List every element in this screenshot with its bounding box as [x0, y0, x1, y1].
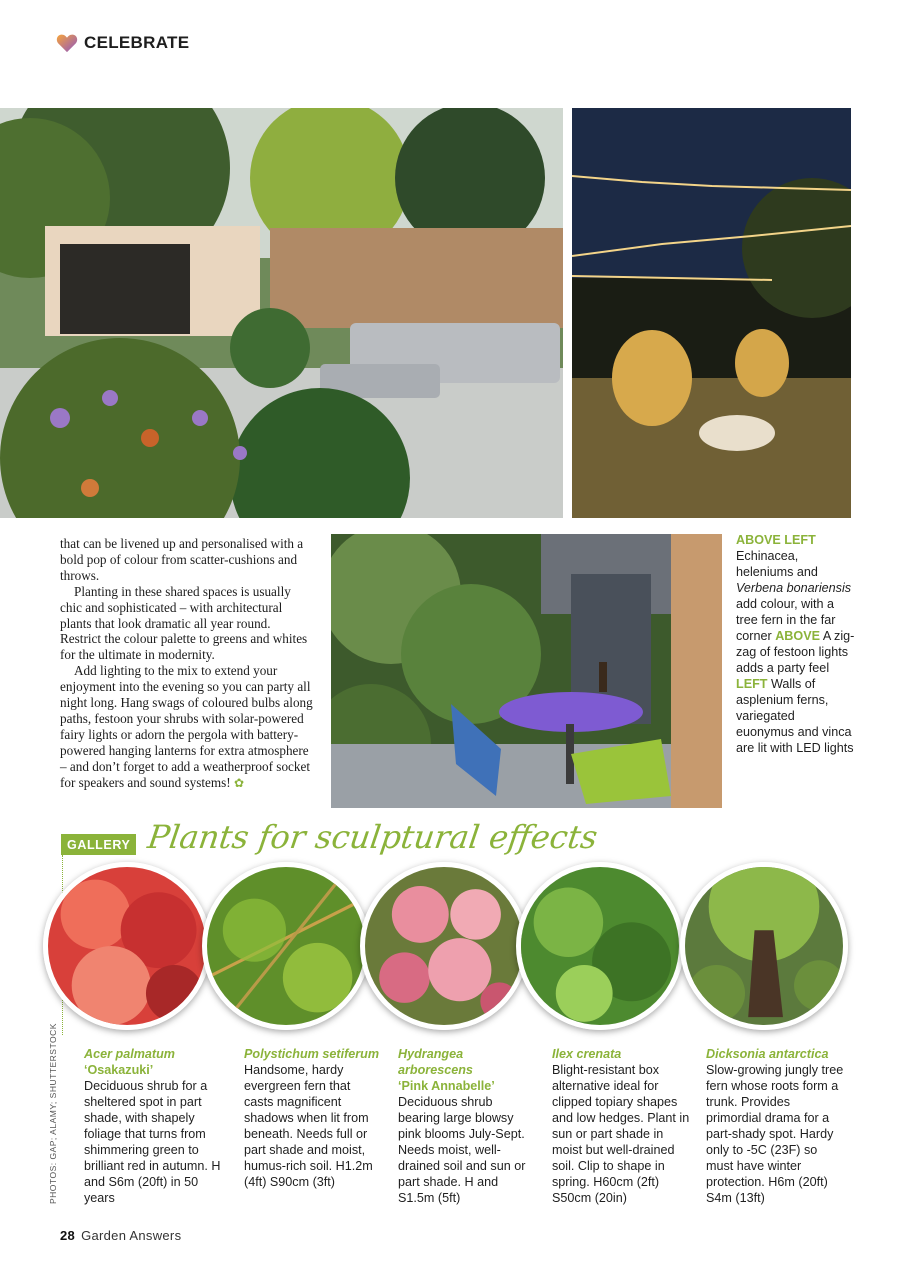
plant-name: Dicksonia antarctica — [706, 1047, 829, 1061]
plant-cultivar: ‘Pink Annabelle’ — [398, 1079, 495, 1093]
plant-name: Polystichum setiferum — [244, 1047, 380, 1061]
body-paragraph-1: that can be livened up and personalised with a bold pop of colour from scatter-cushions and throws. — [60, 536, 304, 583]
plant-description: Deciduous shrub bearing large blowsy pink blooms July-Sept. Needs moist, well-drained soil and sun or part shade. H and S1.5m (5ft) — [398, 1095, 526, 1205]
dicksonia-photo — [680, 862, 848, 1030]
garden-patio-photo — [0, 108, 563, 518]
heart-icon — [56, 33, 78, 53]
magazine-name: Garden Answers — [81, 1228, 182, 1243]
caption-text-1a: Echinacea, heleniums and — [736, 549, 818, 579]
plant-description: Handsome, hardy evergreen fern that casts magnificent shadows when lit from beneath. Needs full or part shade and moist, humus-rich soil. H1.2m (4ft) S90cm (3ft) — [244, 1063, 373, 1189]
section-label: CELEBRATE — [84, 33, 190, 52]
plant-description: Blight-resistant box alternative ideal for clipped topiary shapes and low hedges. Plant in sun or part shade in moist but well-drained soil. Clip to shape in spring. H60cm (2ft) S50cm (20in) — [552, 1063, 690, 1205]
hydrangea-photo — [360, 862, 528, 1030]
plant-name: Ilex crenata — [552, 1047, 622, 1061]
caption-text-2: A zig-zag of festoon lights adds a party feel — [736, 629, 855, 675]
section-tag — [56, 33, 189, 53]
body-paragraph-3-text: Add lighting to the mix to extend your enjoyment into the evening so you can party all night long. Hang swags of coloured bulbs along paths, festoon your shrubs with solar-powered fairy lights or adorn the pergola with battery-powered hanging lanterns for extra atmosphere – and don’t forget to add a weatherproof socket for speakers and sound systems! — [60, 663, 313, 790]
photo-captions — [736, 532, 856, 756]
polystichum-photo — [202, 862, 370, 1030]
caption-text-1c: add colour, with a tree fern in the far corner — [736, 597, 836, 643]
gallery-title: Plants for sculptural effects — [145, 818, 600, 856]
plant-entry-dicksonia — [706, 1046, 846, 1206]
caption-text-1b: Verbena bonariensis — [736, 581, 852, 595]
end-mark-icon: ✿ — [233, 775, 245, 790]
gallery-badge: GALLERY — [61, 834, 136, 855]
courtyard-dining-photo — [331, 534, 722, 808]
caption-key-above: ABOVE — [775, 629, 820, 643]
plant-name: Acer palmatum — [84, 1047, 175, 1061]
ilex-crenata-photo — [516, 862, 684, 1030]
plant-entry-polystichum — [244, 1046, 382, 1190]
page-number: 28 — [60, 1228, 76, 1243]
page-footer — [60, 1228, 181, 1243]
caption-key-left: LEFT — [736, 677, 768, 691]
plant-name: Hydrangea arborescens — [398, 1047, 473, 1077]
plant-entry-hydrangea — [398, 1046, 530, 1206]
caption-text-3: Walls of asplenium ferns, variegated euonymus and vinca are lit with LED lights — [736, 677, 854, 755]
plant-cultivar: ‘Osakazuki’ — [84, 1063, 154, 1077]
plant-description: Slow-growing jungly tree fern whose roots form a trunk. Provides primordial drama for a part-shady spot. Hardy only to -5C (23F) so must have winter protection. H6m (20ft) S4m (13ft) — [706, 1063, 844, 1205]
article-body — [60, 536, 314, 792]
body-paragraph-3 — [60, 663, 314, 791]
photo-credit: PHOTOS: GAP; ALAMY; SHUTTERSTOCK — [48, 1023, 58, 1204]
festoon-lights-photo — [572, 108, 851, 518]
acer-palmatum-photo — [43, 862, 211, 1030]
plant-entry-acer — [84, 1046, 226, 1206]
plant-description: Deciduous shrub for a sheltered spot in part shade, with shapely foliage that turns from shimmering green to brilliant red in autumn. H and S6m (20ft) in 50 years — [84, 1079, 221, 1205]
caption-key-above-left: ABOVE LEFT — [736, 533, 816, 547]
body-paragraph-2: Planting in these shared spaces is usually chic and sophisticated – with architectural plants that look dramatic all year round. Restrict the colour palette to greens and whites for the ultimate in modernity. — [60, 583, 308, 663]
plant-entry-ilex — [552, 1046, 692, 1206]
